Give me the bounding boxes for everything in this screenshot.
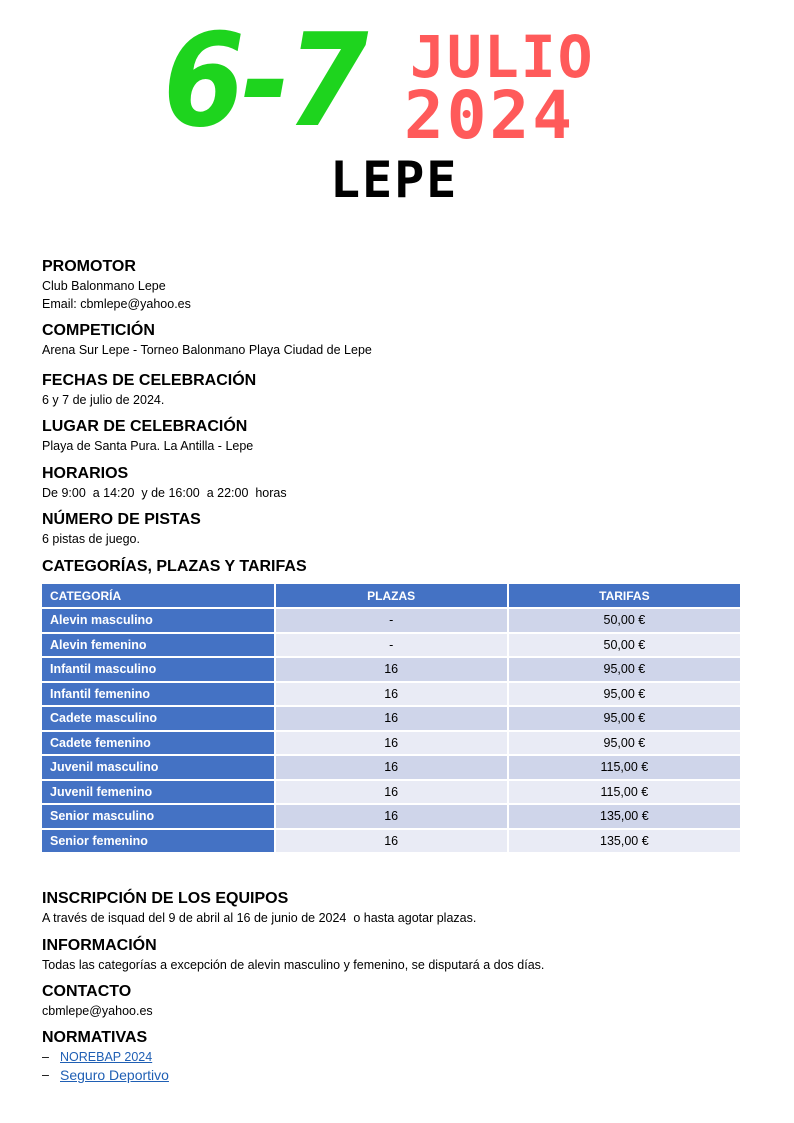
plazas-cell: 16 bbox=[276, 781, 507, 804]
column-header-tarifas: TARIFAS bbox=[509, 584, 740, 607]
section-fechas bbox=[42, 371, 752, 409]
tarifa-cell: 115,00 € bbox=[509, 756, 740, 779]
plazas-cell: 16 bbox=[276, 805, 507, 828]
bullet-dash: – bbox=[42, 1068, 49, 1082]
section-categorias bbox=[42, 557, 752, 577]
category-cell: Senior masculino bbox=[42, 805, 274, 828]
section-title: COMPETICIÓN bbox=[42, 322, 155, 339]
event-banner bbox=[0, 0, 794, 240]
category-cell: Juvenil femenino bbox=[42, 781, 274, 804]
table-row bbox=[42, 830, 740, 853]
section-text: Playa de Santa Pura. La Antilla - Lepe bbox=[42, 439, 254, 453]
section-text: 6 y 7 de julio de 2024. bbox=[42, 393, 165, 407]
list-item bbox=[42, 1048, 169, 1066]
plazas-cell: 16 bbox=[276, 830, 507, 853]
section-title: NORMATIVAS bbox=[42, 1029, 148, 1046]
tarifa-cell: 95,00 € bbox=[509, 683, 740, 706]
section-text: A través de isquad del 9 de abril al 16 de junio de 2024 o hasta agotar plazas. bbox=[42, 911, 477, 925]
category-cell: Alevin masculino bbox=[42, 609, 274, 632]
category-cell: Infantil femenino bbox=[42, 683, 274, 706]
table-row bbox=[42, 609, 740, 632]
tarifa-cell: 50,00 € bbox=[509, 609, 740, 632]
section-normativas bbox=[42, 1028, 752, 1048]
table-row bbox=[42, 658, 740, 681]
tarifa-cell: 115,00 € bbox=[509, 781, 740, 804]
plazas-cell: 16 bbox=[276, 732, 507, 755]
table-row bbox=[42, 756, 740, 779]
plazas-cell: 16 bbox=[276, 658, 507, 681]
tarifa-cell: 135,00 € bbox=[509, 805, 740, 828]
event-year: 2024 bbox=[404, 77, 575, 154]
section-inscripcion bbox=[42, 889, 752, 927]
column-header-plazas: PLAZAS bbox=[276, 584, 507, 607]
section-text: De 9:00 a 14:20 y de 16:00 a 22:00 horas bbox=[42, 486, 287, 500]
section-title: LUGAR DE CELEBRACIÓN bbox=[42, 418, 248, 435]
category-cell: Senior femenino bbox=[42, 830, 274, 853]
section-horarios bbox=[42, 464, 752, 502]
plazas-cell: 16 bbox=[276, 683, 507, 706]
tarifa-cell: 95,00 € bbox=[509, 658, 740, 681]
table-row bbox=[42, 781, 740, 804]
table-row bbox=[42, 634, 740, 657]
event-month: JULIO bbox=[410, 23, 595, 91]
section-title: PROMOTOR bbox=[42, 258, 136, 275]
section-title: FECHAS DE CELEBRACIÓN bbox=[42, 372, 257, 389]
list-item bbox=[42, 1066, 169, 1084]
table-row bbox=[42, 732, 740, 755]
promotor-name: Club Balonmano Lepe bbox=[42, 279, 166, 293]
category-cell: Cadete masculino bbox=[42, 707, 274, 730]
section-lugar bbox=[42, 417, 752, 455]
promotor-email: Email: cbmlepe@yahoo.es bbox=[42, 297, 191, 311]
plazas-cell: - bbox=[276, 609, 507, 632]
section-title: NÚMERO DE PISTAS bbox=[42, 511, 201, 528]
tarifa-cell: 95,00 € bbox=[509, 707, 740, 730]
section-contacto bbox=[42, 982, 752, 1020]
category-cell: Infantil masculino bbox=[42, 658, 274, 681]
section-competicion bbox=[42, 321, 752, 359]
tarifa-cell: 95,00 € bbox=[509, 732, 740, 755]
event-town: LEPE bbox=[330, 151, 459, 209]
section-title: CONTACTO bbox=[42, 983, 132, 1000]
table-row bbox=[42, 805, 740, 828]
norebap-link[interactable]: NOREBAP 2024 bbox=[60, 1050, 153, 1064]
normativas-links bbox=[42, 1048, 169, 1084]
section-text: Todas las categorías a excepción de alevin masculino y femenino, se disputará a dos días. bbox=[42, 958, 545, 972]
section-informacion bbox=[42, 936, 752, 974]
section-text: Arena Sur Lepe - Torneo Balonmano Playa Ciudad de Lepe bbox=[42, 343, 372, 357]
category-cell: Cadete femenino bbox=[42, 732, 274, 755]
category-cell: Alevin femenino bbox=[42, 634, 274, 657]
section-pistas bbox=[42, 510, 752, 548]
section-title: CATEGORÍAS, PLAZAS Y TARIFAS bbox=[42, 558, 307, 575]
bullet-dash: – bbox=[42, 1050, 49, 1064]
table-header-row bbox=[42, 584, 740, 607]
section-promotor bbox=[42, 257, 752, 313]
column-header-categoria: CATEGORÍA bbox=[42, 584, 274, 607]
tarifa-cell: 50,00 € bbox=[509, 634, 740, 657]
seguro-deportivo-link[interactable]: Seguro Deportivo bbox=[60, 1067, 169, 1083]
categories-table bbox=[40, 582, 742, 854]
plazas-cell: 16 bbox=[276, 756, 507, 779]
table-row bbox=[42, 707, 740, 730]
category-cell: Juvenil masculino bbox=[42, 756, 274, 779]
event-dates: 6-7 bbox=[163, 7, 365, 156]
plazas-cell: - bbox=[276, 634, 507, 657]
tarifa-cell: 135,00 € bbox=[509, 830, 740, 853]
table-row bbox=[42, 683, 740, 706]
contact-email: cbmlepe@yahoo.es bbox=[42, 1004, 153, 1018]
section-title: INFORMACIÓN bbox=[42, 937, 157, 954]
section-title: HORARIOS bbox=[42, 465, 129, 482]
plazas-cell: 16 bbox=[276, 707, 507, 730]
section-title: INSCRIPCIÓN DE LOS EQUIPOS bbox=[42, 890, 289, 907]
section-text: 6 pistas de juego. bbox=[42, 532, 140, 546]
